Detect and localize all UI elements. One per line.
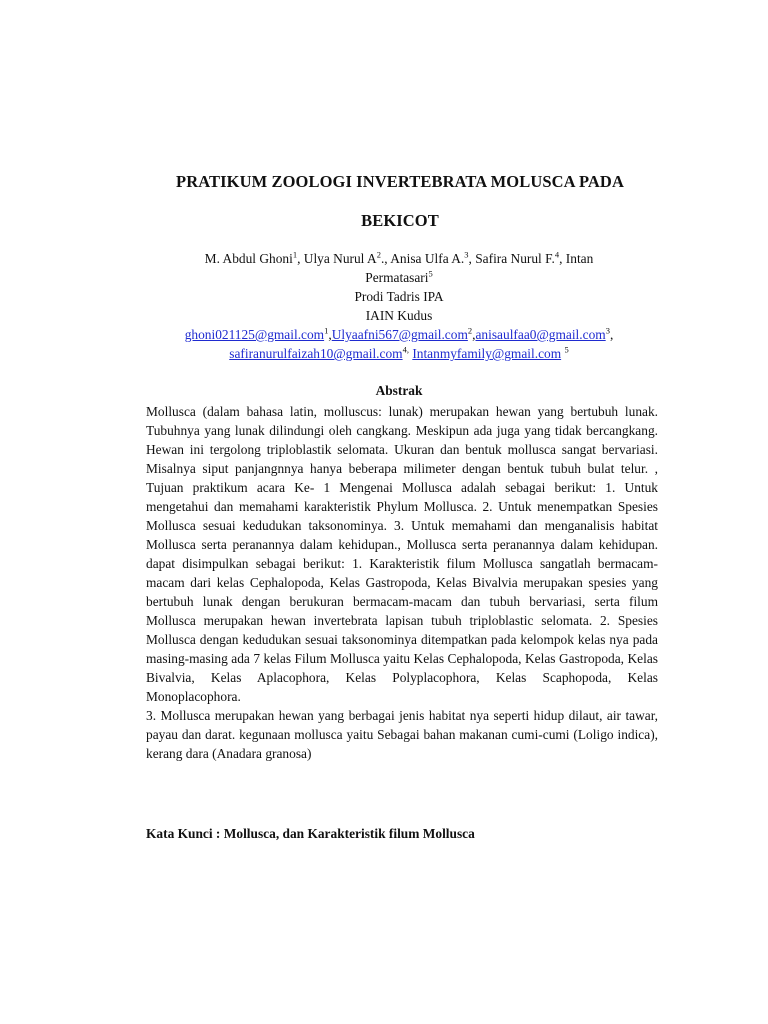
keywords: Kata Kunci : Mollusca, dan Karakteristik filum Mollusca bbox=[146, 826, 475, 841]
email-superscript: 3 bbox=[605, 325, 610, 336]
author-name: M. Abdul Ghoni bbox=[204, 251, 293, 266]
email-line bbox=[146, 344, 652, 363]
author-name: Ulya Nurul A bbox=[303, 251, 377, 266]
author-separator: , Intan bbox=[559, 251, 594, 266]
email-link[interactable]: Ulyaafni567@gmail.com bbox=[331, 327, 468, 342]
author-superscript: 2 bbox=[376, 249, 381, 260]
abstract-heading: Abstrak bbox=[375, 383, 423, 398]
paper-title-line-1: PRATIKUM ZOOLOGI INVERTEBRATA MOLUSCA PADA bbox=[176, 172, 624, 191]
affiliation-program: Prodi Tadris IPA bbox=[354, 289, 444, 304]
abstract-paragraph: 3. Mollusca merupakan hewan yang berbagai jenis habitat nya seperti hidup dilaut, air tawar, payau dan darat. kegunaan mollusca yaitu Sebagai bahan makanan cumi-cumi (Loligo indica), kerang dara (Anadara granosa) bbox=[146, 708, 658, 761]
author-superscript: 3 bbox=[464, 249, 469, 260]
email-link[interactable]: safiranurulfaizah10@gmail.com bbox=[229, 346, 403, 361]
author-block bbox=[146, 249, 652, 363]
author-separator: ., bbox=[380, 251, 391, 266]
email-separator: , bbox=[328, 327, 332, 342]
email-line bbox=[146, 325, 652, 344]
author-line bbox=[146, 268, 652, 287]
author-superscript: 5 bbox=[428, 268, 433, 279]
email-superscript: 5 bbox=[564, 344, 569, 355]
email-separator: , bbox=[472, 327, 476, 342]
author-name: Permatasari bbox=[365, 270, 429, 285]
email-link[interactable]: anisaulfaa0@gmail.com bbox=[475, 327, 606, 342]
author-name: Safira Nurul F. bbox=[475, 251, 555, 266]
abstract-body bbox=[146, 402, 658, 763]
author-name: Anisa Ulfa A. bbox=[390, 251, 465, 266]
email-link[interactable]: ghoni021125@gmail.com bbox=[184, 327, 325, 342]
affiliation-institution: IAIN Kudus bbox=[365, 308, 433, 323]
author-superscript: 1 bbox=[292, 249, 298, 260]
email-superscript: 1 bbox=[324, 325, 329, 336]
abstract-paragraph: Mollusca (dalam bahasa latin, molluscus: lunak) merupakan hewan yang bertubuh lunak. Tubuhnya yang lunak dilindungi oleh cangkang. Meskipun ada juga yang tidak bercangkang. Hewan ini tergolong triploblastik selomata. Ukuran dan bentuk mollusca sangat bervariasi. Misalnya siput panjangnnya hanya beberapa milimeter dengan bentuk tubuh bulat telur. , Tujuan praktikum acara Ke- 1 Mengenai Mollusca adalah sebagai berikut: 1. Untuk mengetahui dan memahami karakteristik Phylum Mollusca. 2. Untuk menempatkan Spesies Mollusca sesuai kedudukan taksonominya. 3. Untuk memahami dan menganalisis habitat Mollusca serta peranannya dalam kehidupan., Mollusca serta peranannya dalam kehidupan. dapat disimpulkan sebagai berikut: 1. Karakteristik filum Mollusca sangatlah bermacam-macam dari kelas Cephalopoda, Kelas Gastropoda, Kelas Bivalvia merupakan spesies yang bertubuh lunak dengan berukuran bermacam-macam dan tubuh bervariasi, serta filum Mollusca merupakan hewan invertebrata lapisan tubuh triploblastic selomata. 2. Spesies Mollusca dengan kedudukan sesuai taksonominya ditempatkan pada kelompok kelas nya pada masing-masing ada 7 kelas Filum Mollusca yaitu Kelas Cephalopoda, Kelas Gastropoda, Kelas Bivalvia, Kelas Aplacophora, Kelas Polyplacophora, Kelas Scaphopoda, Kelas Monoplacophora. bbox=[146, 404, 658, 704]
author-line bbox=[146, 249, 652, 268]
email-link[interactable]: Intanmyfamily@gmail.com bbox=[412, 346, 562, 361]
email-separator: , bbox=[609, 327, 614, 342]
author-separator: , bbox=[468, 251, 476, 266]
email-superscript: 4, bbox=[402, 344, 409, 355]
author-superscript: 4 bbox=[554, 249, 560, 260]
email-superscript: 2 bbox=[467, 325, 473, 336]
paper-title-line-2: BEKICOT bbox=[361, 211, 439, 230]
author-separator: , bbox=[297, 251, 304, 266]
